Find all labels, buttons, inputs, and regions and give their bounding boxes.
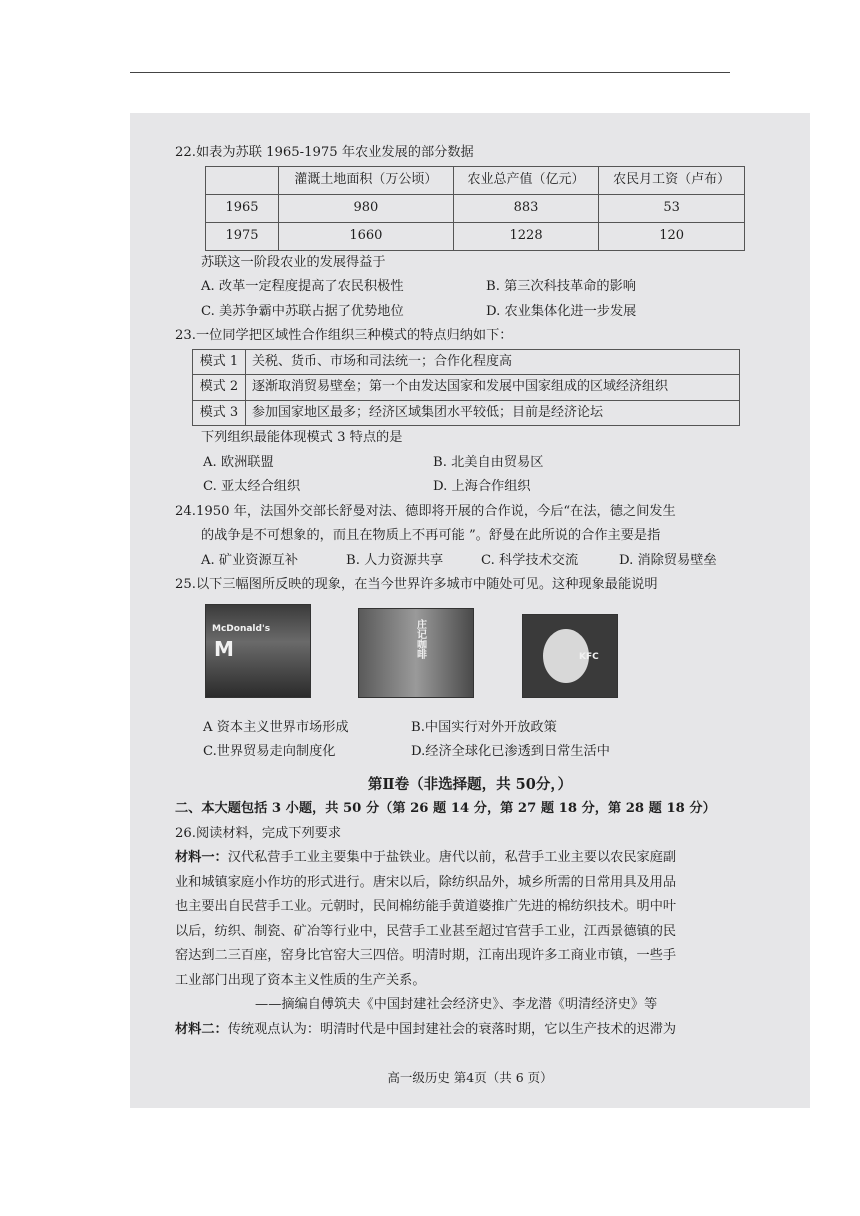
table-row bbox=[206, 194, 745, 222]
mode-label: 模式 3 bbox=[193, 400, 246, 426]
q23-question: 下列组织最能体现模式 3 特点的是 bbox=[201, 430, 403, 445]
mode-label: 模式 2 bbox=[193, 375, 246, 401]
material-1-label: 材料一： bbox=[175, 850, 228, 865]
mode-description: 逐渐取消贸易壁垒；第一个由发达国家和发展中国家组成的区域经济组织 bbox=[246, 375, 740, 401]
q22-question: 苏联这一阶段农业的发展得益于 bbox=[201, 254, 386, 270]
table-cell: 980 bbox=[279, 194, 454, 222]
q25-options-row1 bbox=[175, 716, 765, 741]
mode-label: 模式 1 bbox=[193, 349, 246, 375]
golden-arches-icon: M bbox=[214, 636, 234, 661]
q25-option-b[interactable]: B.中国实行对外开放政策 bbox=[411, 719, 557, 735]
q22-option-b[interactable]: B. 第三次科技革命的影响 bbox=[486, 279, 636, 294]
table-cell: 120 bbox=[599, 222, 745, 250]
q23-table bbox=[192, 349, 740, 427]
table-cell: 1965 bbox=[206, 194, 279, 222]
material-1-line: 窑达到二三百座，窑身比官窑大三四倍。明清时期，江南出现许多工商业市镇，一些手 bbox=[175, 948, 677, 963]
mcdonalds-sign-text: McDonald's bbox=[212, 623, 271, 634]
q24-line1: 24.1950 年，法国外交部长舒曼对法、德即将开展的合作说，今后“在法，德之间发生 bbox=[175, 503, 676, 519]
q24-option-b[interactable]: B. 人力资源共享 bbox=[346, 552, 444, 568]
material-1-line: 以后，纺织、制瓷、矿冶等行业中，民营手工业甚至超过官营手工业，江西景德镇的民 bbox=[175, 923, 677, 939]
q22-stem: 22.如表为苏联 1965-1975 年农业发展的部分数据 bbox=[175, 145, 474, 160]
q23-stem: 23.一位同学把区域性合作组织三种模式的特点归纳如下： bbox=[175, 328, 513, 343]
table-row bbox=[193, 400, 740, 426]
q24-line2: 的战争是不可想象的，而且在物质上不再可能 ”。舒曼在此所说的合作主要是指 bbox=[201, 528, 661, 543]
q23-option-a[interactable]: A. 欧洲联盟 bbox=[203, 454, 274, 470]
q23-options-row1 bbox=[175, 451, 765, 476]
table-cell: 1228 bbox=[453, 222, 599, 250]
table-header-cell: 农业总产值（亿元） bbox=[453, 166, 599, 194]
q22-option-a[interactable]: A. 改革一定程度提高了农民积极性 bbox=[201, 279, 404, 294]
q25-option-d[interactable]: D.经济全球化已渗透到日常生活中 bbox=[411, 744, 610, 759]
q24-option-c[interactable]: C. 科学技术交流 bbox=[481, 552, 579, 568]
q25-option-a[interactable]: A 资本主义世界市场形成 bbox=[203, 719, 349, 735]
mode-description: 参加国家地区最多；经济区域集团水平较低；目前是经济论坛 bbox=[246, 400, 740, 426]
material-2-text: 传统观点认为：明清时代是中国封建社会的衰落时期，它以生产技术的迟滞为 bbox=[227, 1021, 677, 1037]
table-cell: 1975 bbox=[206, 222, 279, 250]
kfc-sign-text: KFC bbox=[579, 651, 599, 662]
table-header-row bbox=[206, 166, 745, 194]
q24-options bbox=[175, 549, 765, 574]
table-cell: 53 bbox=[599, 194, 745, 222]
material-1-source: ——摘编自傅筑夫《中国封建社会经济史》、李龙潜《明清经济史》等 bbox=[255, 997, 658, 1012]
section-subtitle: 二、本大题包括 3 小题，共 50 分（第 26 题 14 分，第 27 题 18 分，第 28 题 18 分） bbox=[175, 801, 716, 816]
header-rule bbox=[130, 72, 730, 73]
coffee-shop-sign-text: 庄记咖啡 bbox=[414, 618, 426, 659]
table-header-cell: 灌溉土地面积（万公顷） bbox=[279, 166, 454, 194]
table-row bbox=[193, 349, 740, 375]
q25-option-c[interactable]: C.世界贸易走向制度化 bbox=[203, 744, 336, 759]
q22-option-c[interactable]: C. 美苏争霸中苏联占据了优势地位 bbox=[201, 303, 404, 319]
q23-options-row2 bbox=[175, 475, 765, 500]
table-header-cell: 农民月工资（卢布） bbox=[599, 166, 745, 194]
page-footer: 高一级历史 第4页（共 6 页） bbox=[387, 1070, 553, 1085]
material-1-line: 业和城镇家庭小作坊的形式进行。唐宋以后，除纺织品外，城乡所需的日常用具及用品 bbox=[175, 874, 677, 890]
material-2-label: 材料二： bbox=[175, 1021, 228, 1037]
material-1-line: 也主要出自民营手工业。元朝时，民间棉纺能手黄道婆推广先进的棉纺织技术。明中叶 bbox=[175, 899, 677, 914]
coffee-shop-photo bbox=[358, 608, 474, 698]
q25-stem: 25.以下三幅图所反映的现象，在当今世界许多城市中随处可见。这种现象最能说明 bbox=[175, 577, 658, 592]
q25-options-row2 bbox=[175, 740, 765, 765]
table-row bbox=[206, 222, 745, 250]
mcdonalds-photo bbox=[205, 604, 311, 698]
q23-option-c[interactable]: C. 亚太经合组织 bbox=[203, 479, 301, 494]
q25-images bbox=[175, 604, 765, 716]
q24-option-d[interactable]: D. 消除贸易壁垒 bbox=[619, 552, 717, 568]
q23-option-b[interactable]: B. 北美自由贸易区 bbox=[433, 454, 544, 470]
table-cell: 1660 bbox=[279, 222, 454, 250]
material-1-line bbox=[175, 846, 765, 871]
q24-option-a[interactable]: A. 矿业资源互补 bbox=[201, 552, 299, 568]
exam-page bbox=[130, 113, 810, 1108]
section-title: 第Ⅱ卷（非选择题，共 50分，） bbox=[367, 775, 573, 793]
material-2-line bbox=[175, 1018, 765, 1043]
kfc-photo bbox=[522, 614, 618, 698]
material-1-line: 工业部门出现了资本主义性质的生产关系。 bbox=[175, 972, 426, 988]
table-header-cell bbox=[206, 166, 279, 194]
q22-options-row2 bbox=[175, 300, 765, 325]
q22-option-d[interactable]: D. 农业集体化进一步发展 bbox=[486, 303, 637, 319]
table-row bbox=[193, 375, 740, 401]
q23-option-d[interactable]: D. 上海合作组织 bbox=[433, 479, 531, 494]
material-1-text: 汉代私营手工业主要集中于盐铁业。唐代以前，私营手工业主要以农民家庭副 bbox=[227, 850, 677, 865]
q26-stem: 26.阅读材料，完成下列要求 bbox=[175, 825, 342, 841]
q22-options-row1 bbox=[175, 275, 765, 300]
page-content bbox=[175, 141, 765, 1042]
table-cell: 883 bbox=[453, 194, 599, 222]
q22-table bbox=[205, 166, 745, 251]
mode-description: 关税、货币、市场和司法统一；合作化程度高 bbox=[246, 349, 740, 375]
